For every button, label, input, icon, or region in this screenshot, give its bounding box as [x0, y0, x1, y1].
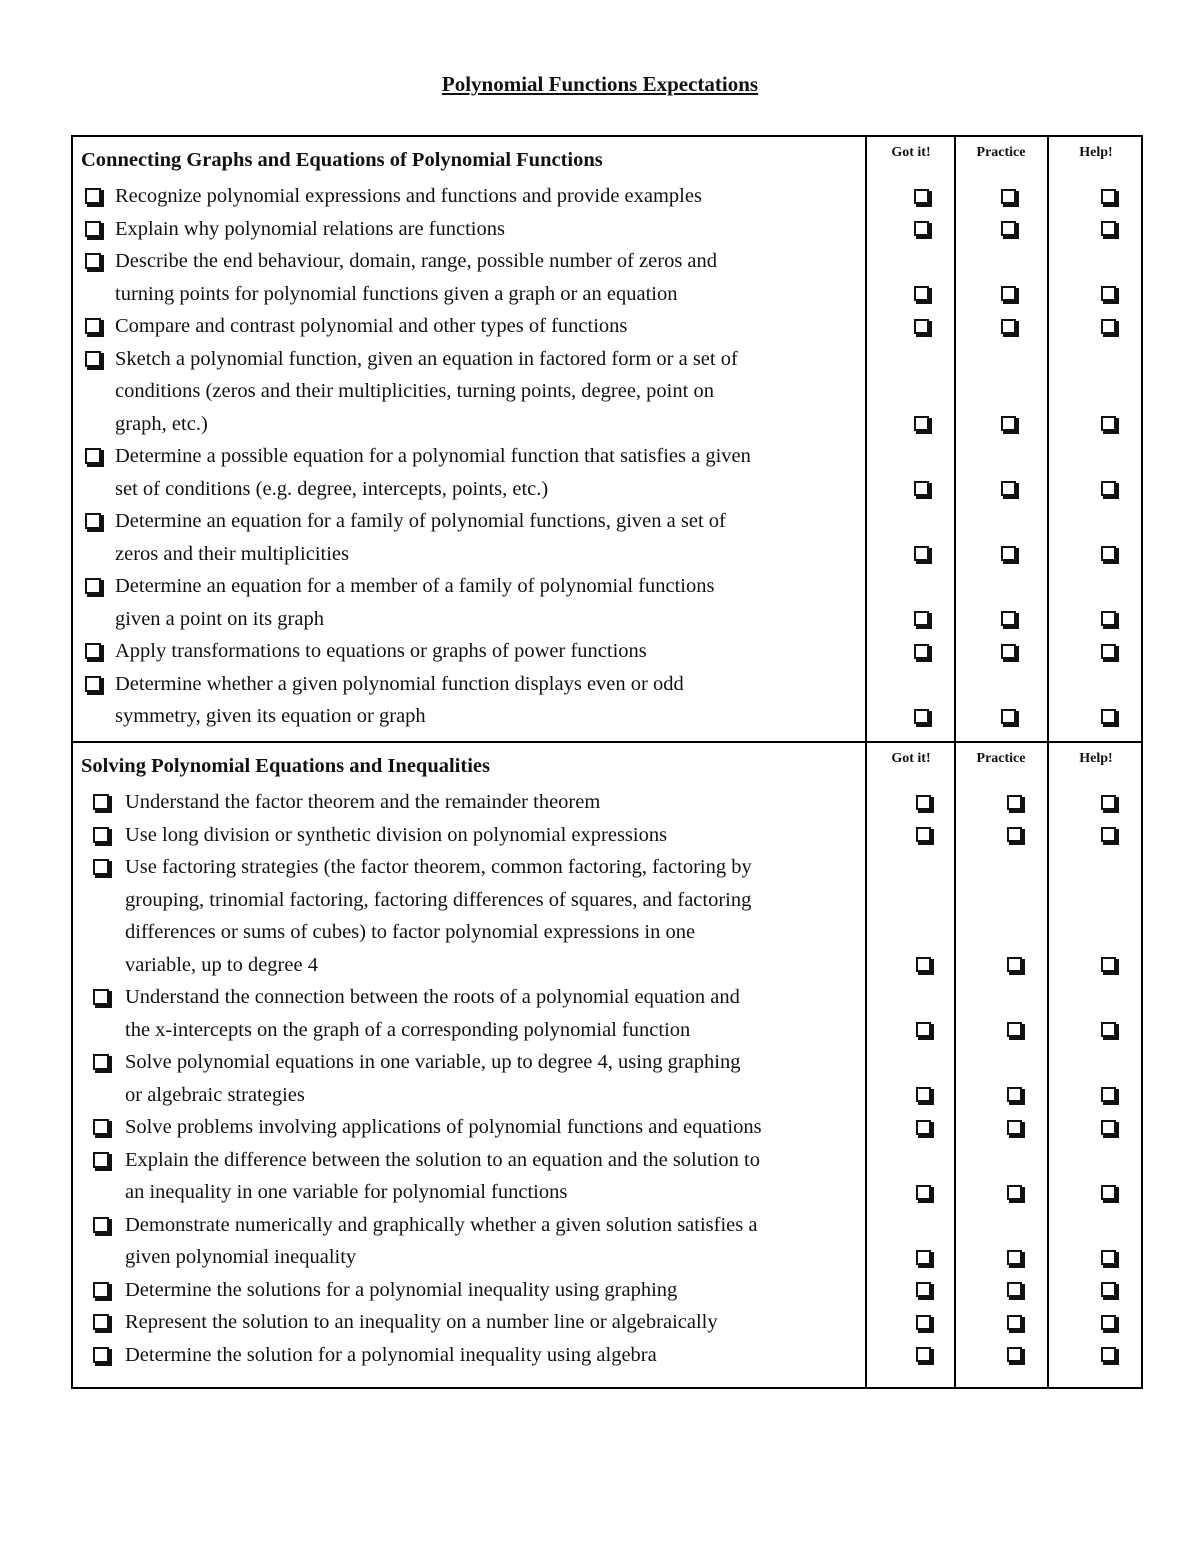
item-text-line: Solve problems involving applications of polynomial functions and equations	[125, 1116, 762, 1138]
expectations-table	[71, 135, 1143, 1389]
item-text-line: variable, up to degree 4	[125, 953, 318, 976]
checkbox-got-it[interactable]	[914, 644, 929, 659]
column-header-help: Help!	[1079, 751, 1113, 766]
item-text-line: turning points for polynomial functions given a graph or an equation	[115, 282, 678, 305]
checkbox-got-it[interactable]	[914, 221, 929, 236]
checkbox-got-it[interactable]	[914, 286, 929, 301]
checkbox-bullet-icon	[85, 351, 101, 367]
rating-checkboxes	[865, 707, 1145, 727]
checkbox-bullet-icon	[85, 643, 101, 659]
checkbox-help[interactable]	[1101, 611, 1116, 626]
list-item	[73, 570, 865, 635]
checkbox-got-it[interactable]	[914, 481, 929, 496]
checkbox-got-it[interactable]	[916, 1250, 931, 1265]
checkbox-bullet-icon	[93, 989, 109, 1005]
checkbox-practice[interactable]	[1001, 709, 1016, 724]
item-text-line: Describe the end behaviour, domain, range, possible number of zeros and	[115, 250, 718, 272]
section-graphs-equations	[73, 137, 1141, 741]
list-item	[73, 343, 865, 441]
list-item	[73, 440, 865, 505]
checkbox-got-it[interactable]	[916, 1185, 931, 1200]
rating-checkboxes	[865, 479, 1145, 499]
checkbox-got-it[interactable]	[914, 709, 929, 724]
rating-checkboxes	[865, 187, 1145, 207]
rating-checkboxes	[865, 1313, 1145, 1333]
checkbox-got-it[interactable]	[914, 611, 929, 626]
checkbox-practice[interactable]	[1007, 1087, 1022, 1102]
checkbox-got-it[interactable]	[914, 546, 929, 561]
list-item	[73, 213, 865, 246]
checkbox-got-it[interactable]	[916, 827, 931, 842]
item-text-line: symmetry, given its equation or graph	[115, 705, 426, 727]
checkbox-practice[interactable]	[1001, 611, 1016, 626]
checkbox-bullet-icon	[93, 794, 109, 810]
list-item	[73, 180, 865, 213]
document-title: Polynomial Functions Expectations	[441, 72, 759, 96]
checkbox-help[interactable]	[1101, 546, 1116, 561]
checkbox-practice[interactable]	[1001, 416, 1016, 431]
checkbox-help[interactable]	[1101, 189, 1116, 204]
checkbox-help[interactable]	[1101, 1185, 1116, 1200]
checkbox-got-it[interactable]	[914, 416, 929, 431]
rating-checkboxes	[865, 793, 1145, 813]
checkbox-practice[interactable]	[1007, 827, 1022, 842]
checkbox-help[interactable]	[1101, 1347, 1116, 1362]
checkbox-bullet-icon	[93, 1152, 109, 1168]
expectation-list	[73, 180, 865, 733]
checkbox-practice[interactable]	[1007, 1315, 1022, 1330]
list-item	[73, 819, 865, 852]
section-title: Solving Polynomial Equations and Inequalities	[81, 755, 490, 777]
checkbox-bullet-icon	[93, 1347, 109, 1363]
list-item	[73, 1339, 865, 1372]
item-text-line: Determine the solution for a polynomial inequality using algebra	[125, 1343, 657, 1366]
rating-checkboxes	[865, 544, 1145, 564]
checkbox-help[interactable]	[1101, 1022, 1116, 1037]
rating-checkboxes	[865, 317, 1145, 337]
column-header-practice: Practice	[976, 751, 1026, 766]
item-text-line: Use long division or synthetic division on polynomial expressions	[125, 823, 668, 846]
item-text-line: or algebraic strategies	[125, 1083, 305, 1106]
list-item	[73, 981, 865, 1046]
rating-checkboxes	[865, 1085, 1145, 1105]
checkbox-bullet-icon	[85, 188, 101, 204]
list-item	[73, 668, 865, 733]
item-text-line: the x-intercepts on the graph of a corresponding polynomial function	[125, 1018, 691, 1041]
item-text-line: Understand the connection between the roots of a polynomial equation and	[125, 986, 740, 1008]
list-item	[73, 1111, 865, 1144]
checkbox-practice[interactable]	[1007, 795, 1022, 810]
checkbox-bullet-icon	[93, 1282, 109, 1298]
checkbox-help[interactable]	[1101, 416, 1116, 431]
rating-checkboxes	[865, 1248, 1145, 1268]
checkbox-help[interactable]	[1101, 1120, 1116, 1135]
list-item	[73, 505, 865, 570]
item-text-line: Explain why polynomial relations are functions	[115, 217, 505, 240]
checkbox-help[interactable]	[1101, 795, 1116, 810]
rating-checkboxes	[865, 1118, 1145, 1138]
checkbox-practice[interactable]	[1001, 189, 1016, 204]
item-text-line: Understand the factor theorem and the remainder theorem	[125, 791, 601, 813]
item-text-line: Determine the solutions for a polynomial inequality using graphing	[125, 1278, 678, 1301]
checkbox-got-it[interactable]	[916, 1282, 931, 1297]
rating-checkboxes	[865, 955, 1145, 975]
checkbox-got-it[interactable]	[916, 1022, 931, 1037]
item-text-line: Determine whether a given polynomial function displays even or odd	[115, 672, 684, 695]
column-header-help: Help!	[1079, 145, 1113, 160]
item-text-line: grouping, trinomial factoring, factoring differences of squares, and factoring	[125, 888, 752, 911]
checkbox-bullet-icon	[85, 578, 101, 594]
checkbox-help[interactable]	[1101, 957, 1116, 972]
section-title: Connecting Graphs and Equations of Polynomial Functions	[81, 149, 603, 171]
rating-checkboxes	[865, 1345, 1145, 1365]
item-text-line: Explain the difference between the solution to an equation and the solution to	[125, 1148, 760, 1171]
checkbox-help[interactable]	[1101, 319, 1116, 334]
list-item	[73, 1144, 865, 1209]
checkbox-got-it[interactable]	[914, 319, 929, 334]
checkbox-practice[interactable]	[1007, 1120, 1022, 1135]
item-text-line: conditions (zeros and their multiplicities, turning points, degree, point on	[115, 380, 714, 402]
checkbox-practice[interactable]	[1007, 957, 1022, 972]
item-text-line: zeros and their multiplicities	[115, 542, 349, 565]
item-text-line: Use factoring strategies (the factor theorem, common factoring, factoring by	[125, 856, 752, 878]
checkbox-bullet-icon	[85, 448, 101, 464]
checkbox-bullet-icon	[85, 513, 101, 529]
column-header-practice: Practice	[976, 145, 1026, 160]
checkbox-got-it[interactable]	[914, 189, 929, 204]
expectation-list	[73, 786, 865, 1371]
checkbox-help[interactable]	[1101, 221, 1116, 236]
item-text-line: Determine an equation for a family of polynomial functions, given a set of	[115, 510, 726, 532]
checkbox-help[interactable]	[1101, 1250, 1116, 1265]
checkbox-practice[interactable]	[1001, 319, 1016, 334]
item-text-line: Solve polynomial equations in one variable, up to degree 4, using graphing	[125, 1051, 741, 1073]
item-text-line: differences or sums of cubes) to factor polynomial expressions in one	[125, 921, 696, 943]
checkbox-practice[interactable]	[1001, 481, 1016, 496]
checkbox-help[interactable]	[1101, 1087, 1116, 1102]
rating-checkboxes	[865, 284, 1145, 304]
checkbox-got-it[interactable]	[916, 795, 931, 810]
checkbox-practice[interactable]	[1001, 644, 1016, 659]
checkbox-bullet-icon	[85, 318, 101, 334]
item-text-line: set of conditions (e.g. degree, intercepts, points, etc.)	[115, 477, 549, 500]
checkbox-got-it[interactable]	[916, 1315, 931, 1330]
checkbox-practice[interactable]	[1001, 546, 1016, 561]
item-text-line: given a point on its graph	[115, 607, 324, 630]
list-item	[73, 786, 865, 819]
checkbox-bullet-icon	[93, 859, 109, 875]
checkbox-practice[interactable]	[1007, 1022, 1022, 1037]
checkbox-bullet-icon	[93, 827, 109, 843]
checkbox-bullet-icon	[93, 1119, 109, 1135]
checkbox-help[interactable]	[1101, 481, 1116, 496]
checkbox-bullet-icon	[93, 1217, 109, 1233]
checkbox-bullet-icon	[85, 253, 101, 269]
item-text-line: Apply transformations to equations or graphs of power functions	[115, 640, 647, 662]
checkbox-practice[interactable]	[1007, 1250, 1022, 1265]
item-text-line: given polynomial inequality	[125, 1246, 357, 1268]
rating-checkboxes	[865, 642, 1145, 662]
checkbox-help[interactable]	[1101, 827, 1116, 842]
item-text-line: Recognize polynomial expressions and functions and provide examples	[115, 185, 702, 207]
checkbox-bullet-icon	[85, 221, 101, 237]
rating-checkboxes	[865, 1020, 1145, 1040]
item-text-line: graph, etc.)	[115, 412, 208, 435]
item-text-line: Represent the solution to an inequality on a number line or algebraically	[125, 1311, 718, 1333]
list-item	[73, 310, 865, 343]
item-text-line: Demonstrate numerically and graphically whether a given solution satisfies a	[125, 1213, 758, 1236]
item-text-line: Determine a possible equation for a polynomial function that satisfies a given	[115, 445, 751, 467]
checkbox-got-it[interactable]	[916, 1347, 931, 1362]
checkbox-help[interactable]	[1101, 286, 1116, 301]
column-header-got-it: Got it!	[891, 751, 931, 766]
item-text-line: Determine an equation for a member of a family of polynomial functions	[115, 575, 715, 597]
checkbox-bullet-icon	[93, 1054, 109, 1070]
section-solving-equations	[73, 741, 1141, 1387]
item-text-line: Sketch a polynomial function, given an equation in factored form or a set of	[115, 347, 738, 370]
item-text-line: an inequality in one variable for polynomial functions	[125, 1181, 568, 1203]
checkbox-help[interactable]	[1101, 1282, 1116, 1297]
checkbox-help[interactable]	[1101, 1315, 1116, 1330]
checkbox-practice[interactable]	[1007, 1185, 1022, 1200]
checkbox-got-it[interactable]	[916, 1087, 931, 1102]
checkbox-bullet-icon	[93, 1314, 109, 1330]
checkbox-practice[interactable]	[1007, 1282, 1022, 1297]
rating-checkboxes	[865, 825, 1145, 845]
checkbox-practice[interactable]	[1001, 286, 1016, 301]
list-item	[73, 1209, 865, 1274]
list-item	[73, 635, 865, 668]
item-text-line: Compare and contrast polynomial and other types of functions	[115, 315, 628, 337]
list-item	[73, 851, 865, 981]
rating-checkboxes	[865, 414, 1145, 434]
checkbox-practice[interactable]	[1001, 221, 1016, 236]
rating-checkboxes	[865, 219, 1145, 239]
checkbox-help[interactable]	[1101, 644, 1116, 659]
checkbox-practice[interactable]	[1007, 1347, 1022, 1362]
checkbox-got-it[interactable]	[916, 957, 931, 972]
list-item	[73, 1306, 865, 1339]
checkbox-got-it[interactable]	[916, 1120, 931, 1135]
rating-checkboxes	[865, 1280, 1145, 1300]
checkbox-bullet-icon	[85, 676, 101, 692]
checkbox-help[interactable]	[1101, 709, 1116, 724]
rating-checkboxes	[865, 609, 1145, 629]
list-item	[73, 1274, 865, 1307]
rating-checkboxes	[865, 1183, 1145, 1203]
list-item	[73, 245, 865, 310]
list-item	[73, 1046, 865, 1111]
column-header-got-it: Got it!	[891, 145, 931, 160]
